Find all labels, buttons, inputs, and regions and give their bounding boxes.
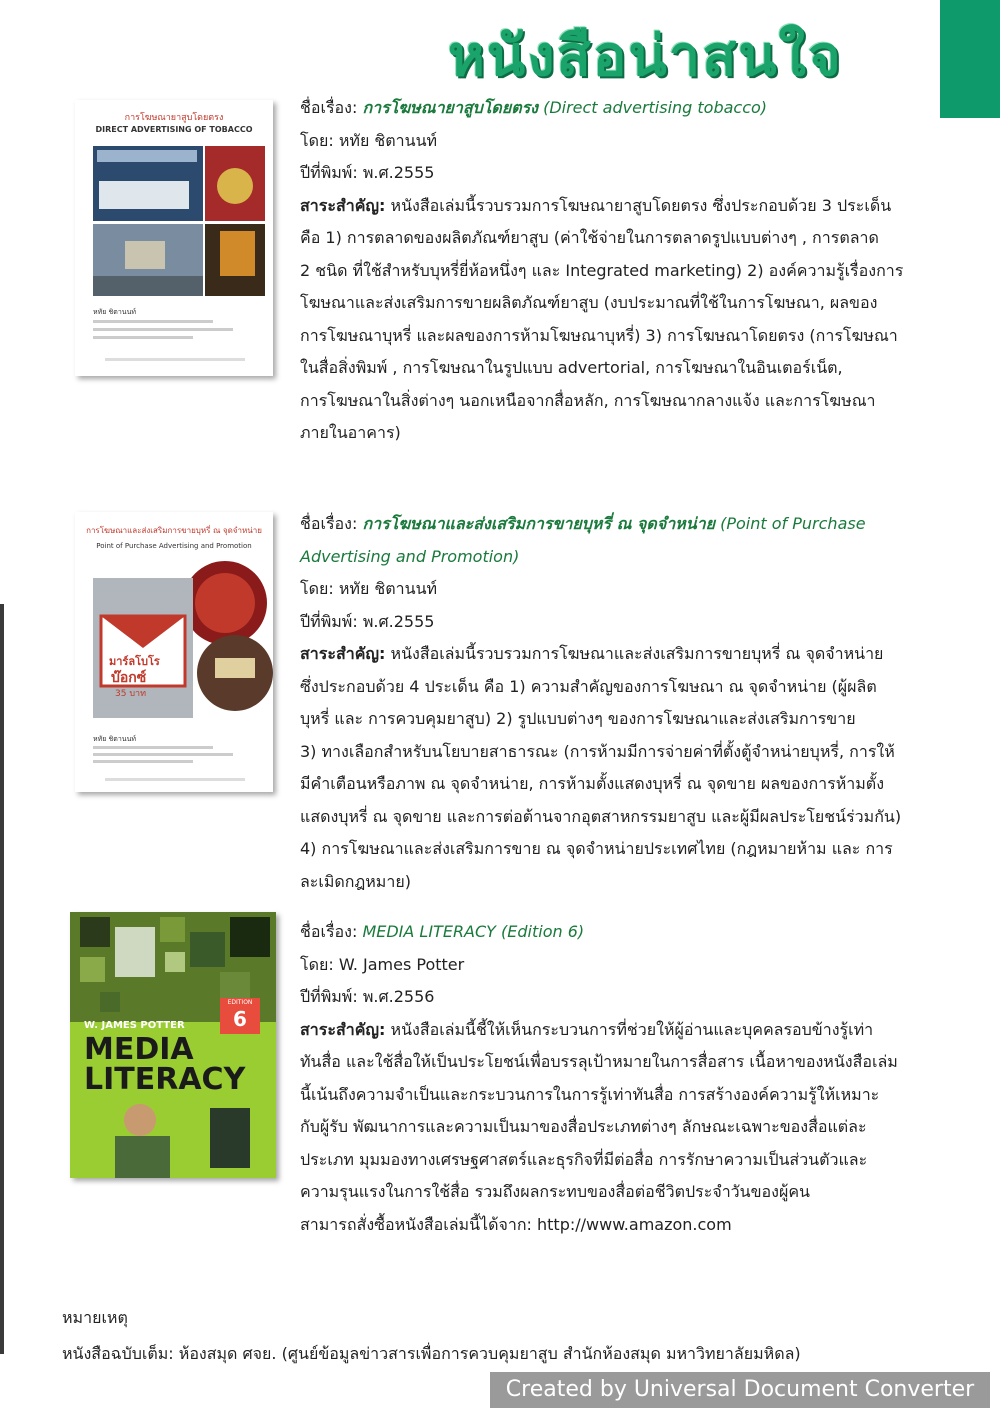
book-cover-1 [75,100,273,376]
summary-line: หนังสือเล่มนี้ชี้ให้เห็นกระบวนการที่ช่วยให้ผู้อ่านและบุคคลรอบข้างรู้เท่า [390,1019,874,1039]
cover-sign-box: บ๊อกซ์ [111,670,147,686]
cover-photo-collage [75,146,273,296]
book-entry-2 [300,508,950,898]
summary-line: 2 ชนิด ที่ใช้สำหรับบุหรี่ยี่ห้อหนึ่งๆ และ Integrated marketing) 2) องค์ความรู้เรื่องการ [300,260,904,280]
book-title-th: การโฆษณายาสูบโดยตรง [362,98,538,117]
cover-edition-label: EDITION [227,999,253,1006]
summary-line: นี้เน้นถึงความจำเป็นและกระบวนการในการรู้เท่าทันสื่อ การสร้างองค์ความรู้ให้เหมาะ [300,1084,880,1104]
summary-line: มีคำเตือนหรือภาพ ณ จุดจำหน่าย, การห้ามตั้งแสดงบุหรี่ ณ จุดขาย ผลของการห้ามตั้ง [300,774,884,793]
summary-label: สาระสำคัญ: [300,1019,386,1039]
title-label: ชื่อเรื่อง: [300,98,358,117]
summary-line: ในสื่อสิ่งพิมพ์ , การโฆษณาในรูปแบบ advertorial, การโฆษณาในอินเตอร์เน็ต, [300,358,843,377]
title-label: ชื่อเรื่อง: [300,922,358,941]
notes-heading: หมายเหตุ [62,1308,128,1327]
cover-author: W. JAMES POTTER [84,1020,185,1031]
cover-author: หทัย ชิตานนท์ [93,735,136,743]
book-author: หทัย ชิตานนท์ [338,579,438,598]
cover-author: หทัย ชิตานนท์ [93,308,136,316]
cover-photo-collage [75,558,273,728]
summary-line: หนังสือเล่มนี้รวบรวมการโฆษณาและส่งเสริมการขายบุหรี่ ณ จุดจำหน่าย [390,644,884,663]
title-label: ชื่อเรื่อง: [300,514,358,533]
book-author: W. James Potter [338,954,465,974]
summary-line: ความรุนแรงในการใช้สื่อ รวมถึงผลกระทบของสื่อต่อชีวิตประจำวันของผู้คน [300,1182,810,1201]
cover-title-th: การโฆษณายาสูบโดยตรง [124,113,224,123]
notes-text: หนังสือฉบับเต็ม: ห้องสมุด ศจย. (ศูนย์ข้อมูลข่าวสารเพื่อการควบคุมยาสูบ สำนักห้องสมุด มหาวิทยาลัยมหิดล) [62,1344,801,1363]
summary-line: ละเมิดกฎหมาย) [300,871,411,891]
book-cover-2 [75,512,273,792]
book-author: หทัย ชิตานนท์ [338,130,438,150]
book-year: พ.ศ.2555 [362,611,435,631]
summary-line: กับผู้รับ พัฒนาการและความเป็นมาของสื่อประเภทต่างๆ ลักษณะเฉพาะของสื่อแต่ละ [300,1117,867,1136]
notes-section [62,1300,801,1372]
summary-line: บุหรี่ และ การควบคุมยาสูบ) 2) รูปแบบต่างๆ ของการโฆษณาและส่งเสริมการขาย [300,709,856,728]
book-cover-3 [70,912,276,1178]
book-title-en-cont: Advertising and Promotion) [300,546,520,566]
summary-line: คือ 1) การตลาดของผลิตภัณฑ์ยาสูบ (ค่าใช้จ่ายในการตลาดรูปแบบต่างๆ , การตลาด [300,228,879,247]
year-label: ปีที่พิมพ์: [300,611,358,631]
page-title: หนังสือน่าสนใจ [448,24,843,89]
cover-sign-brand: มาร์ลโบโร [109,655,160,668]
book-entry-1 [300,92,950,450]
summary-label: สาระสำคัญ: [300,644,386,663]
cover-sign-price: 35 บาท [115,689,147,699]
year-label: ปีที่พิมพ์: [300,163,358,182]
cover-person-photo [70,1098,276,1178]
summary-line: ภายในอาคาร) [300,423,401,442]
summary-line: การโฆษณาในสิ่งต่างๆ นอกเหนือจากสื่อหลัก, การโฆษณากลางแจ้ง และการโฆษณา [300,390,876,410]
summary-line: 3) ทางเลือกสำหรับนโยบายสาธารณะ (การห้ามมีการจ่ายค่าที่ตั้งตู้จำหน่ายบุหรี่, การให้ [300,741,895,761]
author-label: โดย: [300,579,334,598]
author-label: โดย: [300,130,334,150]
summary-line: สามารถสั่งซื้อหนังสือเล่มนี้ได้จาก: http://www.amazon.com [300,1214,732,1234]
summary-line: การโฆษณาบุหรี่ และผลของการห้ามโฆษณาบุหรี่) 3) การโฆษณาโดยตรง (การโฆษณา [300,325,898,345]
watermark: Created by Universal Document Converter [490,1372,990,1408]
summary-label: สาระสำคัญ: [300,195,386,215]
book-title-th: การโฆษณาและส่งเสริมการขายบุหรี่ ณ จุดจำหน่าย [362,514,716,533]
cover-edition-badge [220,998,260,1034]
summary-line: ทันสื่อ และใช้สื่อให้เป็นประโยชน์เพื่อบรรลุเป้าหมายในการสื่อสาร เนื้อหาของหนังสือเล่ม [300,1052,898,1071]
book-title-en: MEDIA LITERACY (Edition 6) [362,922,585,941]
cover-title-en: Point of Purchase Advertising and Promotion [96,542,252,550]
summary-line: ประเภท มุมมองทางเศรษฐศาสตร์และธุรกิจที่มีต่อสื่อ การรักษาความเป็นส่วนตัวและ [300,1149,868,1169]
left-margin-line [0,604,4,1354]
summary-line: แสดงบุหรี่ ณ จุดขาย และการต่อต้านจากอุตสาหกรรมยาสูบ และผู้มีผลประโยชน์ร่วมกัน) [300,806,902,826]
summary-line: โฆษณาและส่งเสริมการขายผลิตภัณฑ์ยาสูบ (งบประมาณที่ใช้ในการโฆษณา, ผลของ [300,293,878,312]
cover-title-th: การโฆษณาและส่งเสริมการขายบุหรี่ ณ จุดจำหน่าย [86,526,262,535]
cover-edition-number: 6 [233,1007,247,1031]
author-label: โดย: [300,954,334,974]
summary-line: หนังสือเล่มนี้รวบรวมการโฆษณายาสูบโดยตรง ซึ่งประกอบด้วย 3 ประเด็น [390,195,892,215]
cover-title-line-1: MEDIA [84,1032,194,1067]
cover-title-line-2: LITERACY [84,1062,246,1097]
book-entry-3 [300,916,950,1241]
book-year: พ.ศ.2556 [362,987,435,1006]
summary-line: 4) การโฆษณาและส่งเสริมการขาย ณ จุดจำหน่ายประเทศไทย (กฎหมายห้าม และ การ [300,839,893,858]
book-title-en: (Point of Purchase [720,514,866,533]
summary-line: ซึ่งประกอบด้วย 4 ประเด็น คือ 1) ความสำคัญของการโฆษณา ณ จุดจำหน่าย (ผู้ผลิต [300,676,877,696]
book-year: พ.ศ.2555 [362,163,435,182]
book-title-en: (Direct advertising tobacco) [543,98,768,117]
year-label: ปีที่พิมพ์: [300,987,358,1006]
cover-title-en: DIRECT ADVERTISING OF TOBACCO [95,125,253,134]
